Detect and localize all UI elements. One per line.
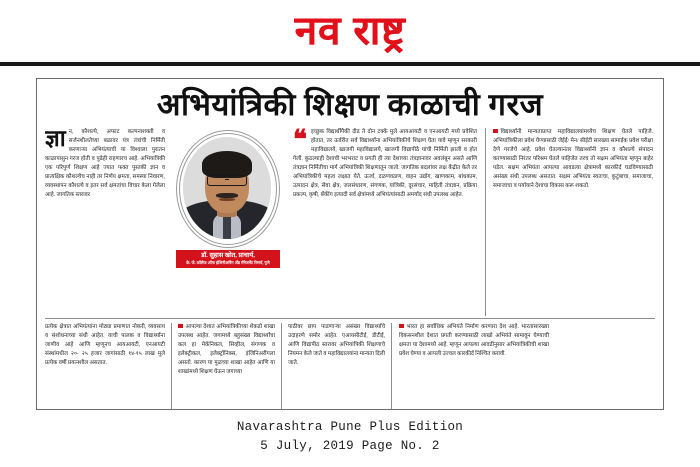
masthead [0,0,700,62]
article-container [36,78,664,410]
lead-paragraph [45,128,165,200]
drop-cap: ज्ञा [45,128,66,152]
bottom-column-branches [171,323,281,410]
pull-quote [293,128,477,200]
portrait-caption-affiliation: के. जे. कॉलेज ऑफ इंजिनीअरिंग अँड मॅनेजमेंट रिसर्च, पुणे [186,260,270,266]
bottom-column-continuation [45,323,171,410]
right-column-text: विद्यार्थ्यांनी मान्यताप्राप्त महाविद्यालयांमध्येच शिक्षण घेतले पाहिजे. अभियांत्रिकीला प्रवेश घेण्यासाठी जेईई/ मेन/ सीईटी सारख्या सामाईक प्रवेश परीक्षा देणे गरजेचे आहे. प्रवेश घेतल्यानंतर विद्यार्थ्यांनी ज्ञान व कौशल्ये संपादन करण्यासाठी निरंतर परिश्रम घेतले पाहिजेत तरच तो सक्षम अभियंता म्हणून बाहेर पडेल. सक्षम अभियंता आपल्या आवडत्या क्षेत्रामध्ये कारकीर्द घडविण्यासाठी असंख्य संधी उपलब्ध असतात. सक्षम अभियंता स्वतःचा, कुटुंबाचा, समाजाचा, समाजाचा व पर्यायाने देशाचा विकास करू शकतो. [493,129,653,190]
footer-date-page: 5 July, 2019 Page No. 2 [260,439,440,454]
red-square-bullet-icon [178,324,183,329]
portrait-caption-name: डॉ. सुहास खोत, प्राचार्य, [201,252,255,260]
bottom-paragraph-4 [399,323,549,359]
lead-paragraph-column [45,128,171,316]
quote-mark-icon: ❝ [293,128,307,155]
bottom-column-india [391,323,549,410]
article-bottom-row [37,319,663,410]
portrait-column [171,128,289,316]
pull-quote-text: इच्छुक विद्यार्थींपैकी दीड ते दोन टक्के मुले आयआयटी व एनआयटी मध्ये प्रवेशित होतात, तर ऊर्वरीत सर्व विद्यार्थ्यांना अभियांत्रिकीचे शिक्षण घेता यावे म्हणून सरकारी महाविद्यालये, खाजगी महाविद्यालये, खाजगी विद्यापीठे यांची निर्मिती झाली व होत गेली. कुठल्याही देशाची भरभराट व प्रगती ही त्या देशाच्या तंत्रज्ञानावर अवलंबुन असते आणि तंत्रज्ञान निर्मितीचा मार्ग अभियांत्रिकी शिक्षणातून जातो. जागतिक बदलांवर लक्ष केंद्रीत केले तर अभियांत्रिकीचे महत्व लक्षात येते. ऊर्जा, दळणवळण, वाहन उद्योग, खाणकाम, बांधकाम, उत्पादन क्षेत्र, सेवा क्षेत्र, जलसंधारण, संगणक, यांत्रिकी, दूरसंचार, माहिती तंत्रज्ञान, प्रक्रिया प्रकल्प, कृषी, बँकींग इत्यादी सर्व क्षेत्रांमध्ये अभियंत्यांसाठी अमर्याद संधी उपलब्ध आहेत. [293,129,477,199]
right-column [485,128,653,316]
masthead-divider [0,62,700,66]
article-top-row [37,128,663,316]
pull-quote-column [289,128,485,316]
article-headline: अभियांत्रिकी शिक्षण काळाची गरज [156,87,544,122]
bottom-column-regulation [281,323,391,410]
portrait-photo [183,137,271,239]
portrait-glasses-bridge [225,179,229,181]
footer-caption [0,418,700,457]
bottom-paragraph-4-text: भारत हा सर्वाधिक अभियंते निर्माण करणारा देश आहे. भारतासारख्या विकसनशील देशात प्रगती करण्यासाठी लाखो अभियंते सामावुन घेण्याची क्षमता या देशामध्ये आहे. म्हणून आपल्या आवडीनुसार अभियांत्रिकीची शाखा प्रवेश घेण्या व आपली उज्वल कारकीर्द निश्चित करावी. [399,324,549,358]
bottom-paragraph-3: पाठीवर छाप पाडणाऱ्या असंख्य विद्यार्थ्यांचे उदाहरणे समोर आहेत. एआयसीटीई, डीटीई, आणि विद्यापीठ स्तरावर अभियांत्रिकी शिक्षणाचे नियमन केले जाते व महाविद्यालयांना मान्यता दिली जाते. [288,324,385,367]
right-column-paragraph [493,128,653,191]
red-square-bullet-icon [493,129,498,134]
portrait-hair [202,151,251,178]
lead-paragraph-text: न, कौशल्ये, अफाट कल्पनाशक्ती व सर्जनशीलतेच्या बळावर यंत्र तंत्रांची निर्मिती करणाऱ्या अभियंत्याची या विश्वाला पुरातन काळापासुन गरज होती व पुढेही राहणारच आहे. अभियांत्रिकी एक परिपुर्ण शिक्षण आहे ज्यात फक्त पुस्तकी ज्ञान व प्रात्यक्षिक कौशल्येच नाही तर निर्णय क्षमता, समस्या निवारण, व्यवस्थापन कौशल्ये व इतर सर्व क्षमतांचा विचार केला गेलेला आहे. जागतिक स्तरावर [45,129,165,199]
footer-edition: Navarashtra Pune Plus Edition [236,420,464,434]
portrait-frame [176,130,280,248]
portrait-glasses [207,175,247,186]
portrait-caption-band [176,250,280,268]
bottom-paragraph-2-text: आपल्या देशात अभियांत्रिकीच्या शेकडो शाखा उपलब्ध आहेत. जगामध्ये बहुसंख्य विद्यार्थ्यांचा कल हा मेकॅनिकल, सिव्हील, संगणक व इलेक्ट्रीकल, इलेक्ट्रॉनिक्स, इंजिनिअरींगला असतो. कारण या मुळच्या शाखा आहेत आणि या शाखांमध्ये शिक्षण घेऊन जगाच्या [178,324,275,376]
red-square-bullet-icon [399,324,404,329]
portrait-tie [223,215,230,239]
bottom-paragraph-2 [178,323,275,377]
masthead-title: नव राष्ट्र [294,9,406,53]
bottom-paragraph-1: प्रत्येक क्षेत्रात अभियंत्यांना मोठ्या प्रमाणात नोकरी, व्यवसाय व संशोधनाच्या संधी आहेत. याची पालक व विद्यार्थ्यांना जाणीव आहे आणि म्हणूनच आयआयटी, एनआयटी संस्थांमधील २०- २५ हजार जागांसाठी १४-१५ लाख मुले प्रत्येक वर्षी प्रयत्नशील असतात. [45,324,165,367]
